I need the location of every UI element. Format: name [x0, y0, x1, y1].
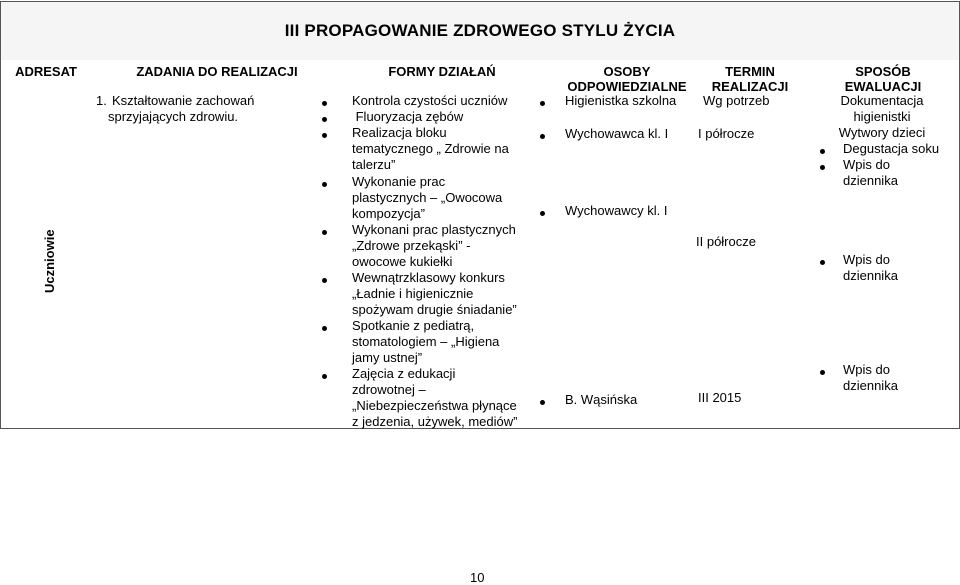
termin-3: II półrocze [696, 234, 756, 249]
bullet-icon [540, 101, 545, 106]
bullet-icon [540, 211, 545, 216]
bullet-icon [322, 230, 327, 235]
sposob-item-3 [843, 252, 898, 284]
formy-item-8-line4: z jedzenia, używek, mediów” [352, 414, 518, 429]
sposob-item-3-line2: dziennika [843, 268, 898, 283]
zadanie-number: 1. [96, 93, 107, 108]
formy-item-6-line2: „Ładnie i higienicznie [352, 286, 474, 301]
formy-item-3 [352, 125, 509, 173]
zadanie-item [96, 93, 254, 125]
header-osoby-line2: ODPOWIEDZIALNE [567, 79, 687, 94]
page-number: 10 [470, 570, 485, 585]
termin-2: I półrocze [698, 126, 755, 141]
header-osoby-line1: OSOBY [603, 64, 651, 79]
formy-item-8-line1: Zajęcia z edukacji [352, 366, 456, 381]
sposob-item-3-line1: Wpis do [843, 252, 890, 267]
formy-item-8-line3: „Niebezpieczeństwa płynące [352, 398, 517, 413]
formy-item-7-line3: jamy ustnej” [352, 350, 423, 365]
osoba-2: Wychowawca kl. I [565, 126, 669, 141]
bullet-icon [820, 165, 825, 170]
formy-item-5-line3: owocowe kukiełki [352, 254, 453, 269]
sposob-top [812, 93, 952, 141]
bullet-icon [322, 182, 327, 187]
header-formy: FORMY DZIAŁAŃ [388, 64, 496, 79]
formy-item-5-line2: „Zdrowe przekąski” - [352, 238, 471, 253]
bullet-icon [322, 133, 327, 138]
header-adresat: ADRESAT [15, 64, 77, 79]
formy-item-2 [352, 109, 463, 125]
formy-item-2-line1: Fluoryzacja zębów [352, 109, 464, 124]
bullet-icon [322, 278, 327, 283]
bullet-icon [322, 101, 327, 106]
formy-item-6 [352, 270, 517, 318]
sposob-item-4-line1: Wpis do [843, 362, 890, 377]
bullet-icon [820, 149, 825, 154]
sposob-item-4-line2: dziennika [843, 378, 898, 393]
bullet-icon [322, 326, 327, 331]
formy-item-6-line3: spożywam drugie śniadanie” [352, 302, 517, 317]
bullet-icon [540, 400, 545, 405]
adresat-cell: Uczniowie [42, 229, 57, 293]
formy-item-4-line1: Wykonanie prac [352, 174, 446, 189]
sposob-item-1 [843, 141, 939, 157]
sposob-item-2-line1: Wpis do [843, 157, 890, 172]
formy-item-8 [352, 366, 517, 430]
header-zadania: ZADANIA DO REALIZACJI [136, 64, 298, 79]
header-termin-line1: TERMIN [725, 64, 775, 79]
zadanie-line2: sprzyjających zdrowiu. [108, 109, 239, 124]
termin-4: III 2015 [698, 390, 742, 405]
header-sposob-line1: SPOSÓB [855, 64, 911, 79]
formy-item-7-line1: Spotkanie z pediatrą, [352, 318, 475, 333]
bullet-icon [322, 374, 327, 379]
formy-item-8-line2: zdrowotnej – [352, 382, 426, 397]
sposob-item-2 [843, 157, 898, 189]
sposob-item-1-line1: Degustacja soku [843, 141, 940, 156]
title-box [0, 1, 960, 61]
bullet-icon [322, 117, 327, 122]
formy-item-5 [352, 222, 516, 270]
sposob-top-line3: Wytwory dzieci [838, 125, 926, 140]
sposob-item-2-line2: dziennika [843, 173, 898, 188]
bullet-icon [820, 260, 825, 265]
sposob-item-4 [843, 362, 898, 394]
formy-item-1-line1: Kontrola czystości uczniów [352, 93, 508, 108]
termin-1: Wg potrzeb [703, 93, 770, 108]
osoba-4: B. Wąsińska [565, 392, 638, 407]
formy-item-7 [352, 318, 499, 366]
sposob-top-line2: higienistki [853, 109, 911, 124]
page-title: III PROPAGOWANIE ZDROWEGO STYLU ŻYCIA [284, 21, 676, 40]
osoba-1: Higienistka szkolna [565, 93, 677, 108]
formy-item-6-line1: Wewnątrzklasowy konkurs [352, 270, 505, 285]
formy-item-3-line2: tematycznego „ Zdrowie na [352, 141, 509, 156]
formy-item-7-line2: stomatologiem – „Higiena [352, 334, 500, 349]
header-sposob-line2: EWALUACJI [844, 79, 922, 94]
formy-item-4 [352, 174, 502, 222]
bullet-icon [540, 134, 545, 139]
formy-item-3-line3: talerzu” [352, 157, 396, 172]
formy-item-4-line3: kompozycja” [352, 206, 425, 221]
bullet-icon [820, 370, 825, 375]
osoba-3: Wychowawcy kl. I [565, 203, 668, 218]
sposob-top-line1: Dokumentacja [840, 93, 924, 108]
formy-item-1 [352, 93, 507, 109]
zadanie-line1: Kształtowanie zachowań [112, 93, 255, 108]
formy-item-3-line1: Realizacja bloku [352, 125, 447, 140]
formy-item-4-line2: plastycznych – „Owocowa [352, 190, 503, 205]
table-header-row [0, 60, 960, 94]
formy-item-5-line1: Wykonani prac plastycznych [352, 222, 516, 237]
header-termin-line2: REALIZACJI [711, 79, 789, 94]
